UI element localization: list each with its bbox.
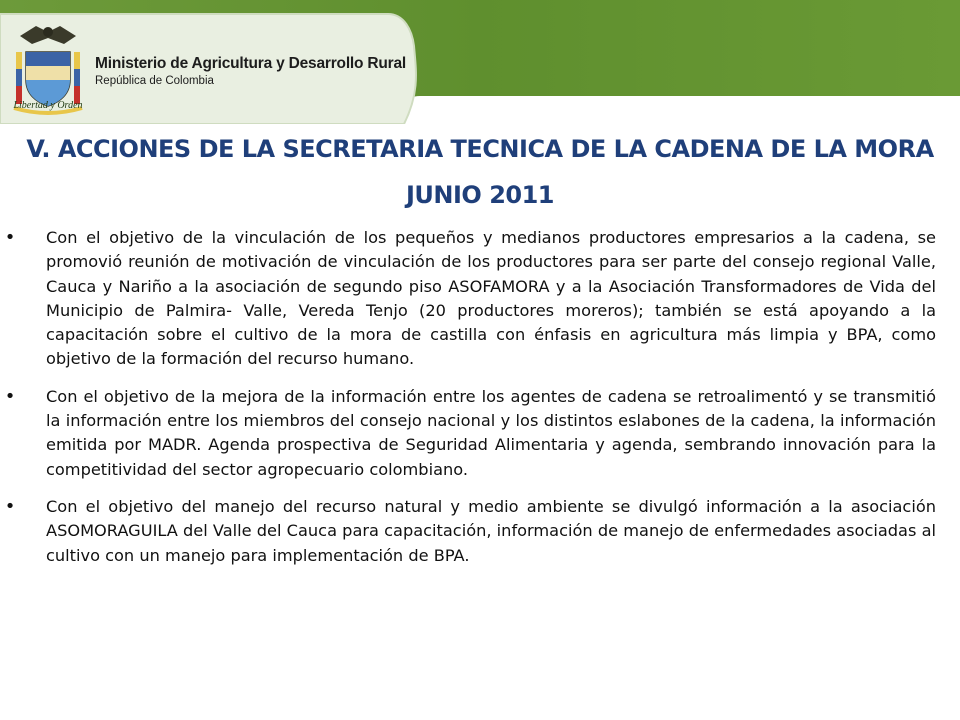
bullet-dot-icon: • [4,385,16,407]
bullet-item [4,226,936,372]
slide-title: V. ACCIONES DE LA SECRETARIA TECNICA DE LA CADENA DE LA MORA JUNIO 2011 [26,135,934,209]
bullet-text: Con el objetivo del manejo del recurso natural y medio ambiente se divulgó información a la asociación ASOMORAGUILA del Valle del Cauca para capacitación, información de manejo de enfermedades asociadas al cultivo con un manejo para implementación de BPA. [46,496,936,565]
bullet-item [4,495,936,568]
crest-caption: Libertad y Orden [13,100,83,111]
ministry-name: Ministerio de Agricultura y Desarrollo Rural [95,55,407,72]
bullet-list [4,226,936,581]
bullet-dot-icon: • [4,495,16,517]
bullet-text: Con el objetivo de la mejora de la información entre los agentes de cadena se retroalimentó y se transmitió la información entre los miembros del consejo nacional y los distintos eslabones de la cadena, la información emitida por MADR. Agenda prospectiva de Seguridad Alimentaria y agenda, sembrando innovación para la competitividad del sector agropecuario colombiano. [46,386,936,479]
bullet-text: Con el objetivo de la vinculación de los pequeños y medianos productores empresarios a la cadena, se promovió reunión de motivación de vinculación de los productores para ser parte del consejo regional Valle, Cauca y Nariño a la asociación de segundo piso ASOFAMORA y a la Asociación Transformadores de Vida del Municipio de Palmira- Valle, Vereda Tenjo (20 productores moreros); también se está apoyando a la capacitación sobre el cultivo de la mora de castilla con énfasis en agricultura más limpia y BPA, como objetivo de la formación del recurso humano. [46,228,936,369]
republic-name: República de Colombia [95,75,214,87]
bullet-dot-icon: • [4,227,16,248]
bullet-item [4,385,936,482]
